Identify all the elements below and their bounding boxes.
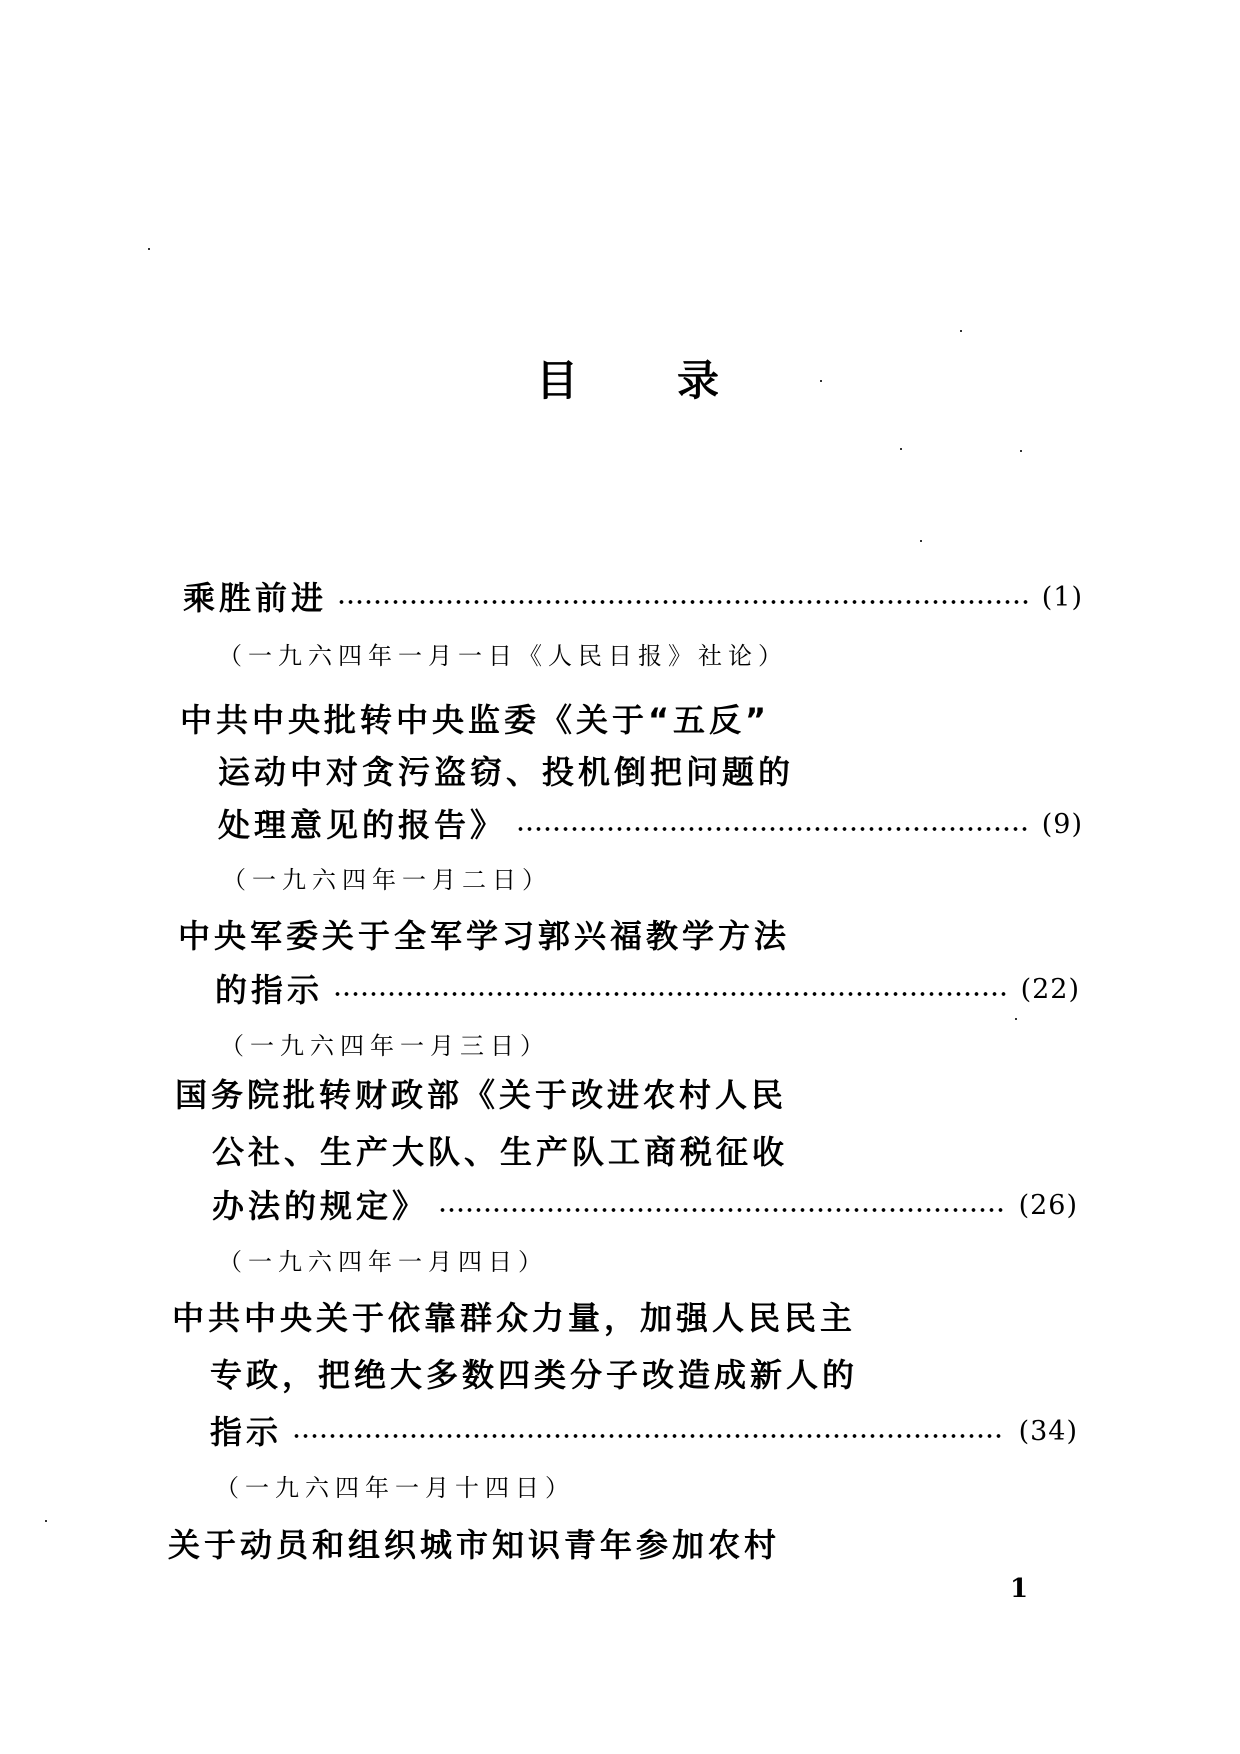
entry-page-number: (1) (1041, 582, 1083, 613)
entry-title: 的指示 (215, 971, 324, 1009)
title-char-1: 目 (536, 356, 579, 405)
scan-speck (820, 380, 822, 382)
scan-speck (920, 540, 922, 542)
entry-date: （一九六四年一月三日） (220, 1032, 550, 1060)
entry-title-line[interactable]: 运动中对贪污盗窃、投机倒把问题的 (218, 753, 795, 791)
title-char-2: 录 (677, 356, 720, 405)
toc-entry-5[interactable] (210, 1412, 1078, 1452)
page-number: 1 (1010, 1574, 1029, 1604)
entry-page-number: (9) (1041, 809, 1083, 840)
dot-leader (438, 1208, 1005, 1212)
entry-page-number: (34) (1018, 1416, 1078, 1447)
entry-title-line[interactable]: 国务院批转财政部《关于改进农村人民 (175, 1076, 788, 1114)
dot-leader (292, 1434, 1005, 1438)
dot-leader (516, 827, 1028, 831)
scan-speck (1020, 450, 1022, 452)
entry-page-number: (22) (1020, 974, 1080, 1005)
entry-date: （一九六四年一月四日） (218, 1248, 548, 1276)
toc-entry-4[interactable] (212, 1186, 1078, 1226)
scan-speck (960, 330, 962, 332)
scan-speck (1015, 1018, 1017, 1020)
entry-title: 乘胜前进 (183, 579, 328, 617)
entry-title-line[interactable]: 中共中央批转中央监委《关于“五反” (180, 701, 771, 739)
scan-speck (45, 1520, 47, 1522)
entry-title-line[interactable]: 中共中央关于依靠群众力量，加强人民民主 (172, 1299, 857, 1337)
entry-date: （一九六四年一月二日） (222, 866, 552, 894)
entry-date: （一九六四年一月一日《人民日报》社论） (218, 642, 788, 670)
entry-title: 处理意见的报告》 (218, 806, 507, 844)
toc-entry-2[interactable] (218, 805, 1083, 845)
entry-title-line[interactable]: 专政，把绝大多数四类分子改造成新人的 (210, 1356, 859, 1394)
scan-speck (148, 248, 150, 250)
entry-title-line[interactable]: 公社、生产大队、生产队工商税征收 (212, 1133, 789, 1171)
entry-title-line[interactable]: 中央军委关于全军学习郭兴福教学方法 (178, 917, 791, 955)
entry-title-line[interactable]: 关于动员和组织城市知识青年参加农村 (168, 1526, 781, 1564)
dot-leader (337, 600, 1028, 604)
entry-title: 指示 (210, 1413, 283, 1451)
toc-entry-3[interactable] (215, 970, 1080, 1010)
page-title (0, 356, 1240, 406)
entry-title: 办法的规定》 (212, 1187, 429, 1225)
entry-date: （一九六四年一月十四日） (215, 1474, 575, 1502)
entry-page-number: (26) (1018, 1190, 1078, 1221)
dot-leader (333, 992, 1007, 996)
toc-entry-1[interactable] (183, 578, 1083, 618)
scan-speck (900, 448, 902, 450)
